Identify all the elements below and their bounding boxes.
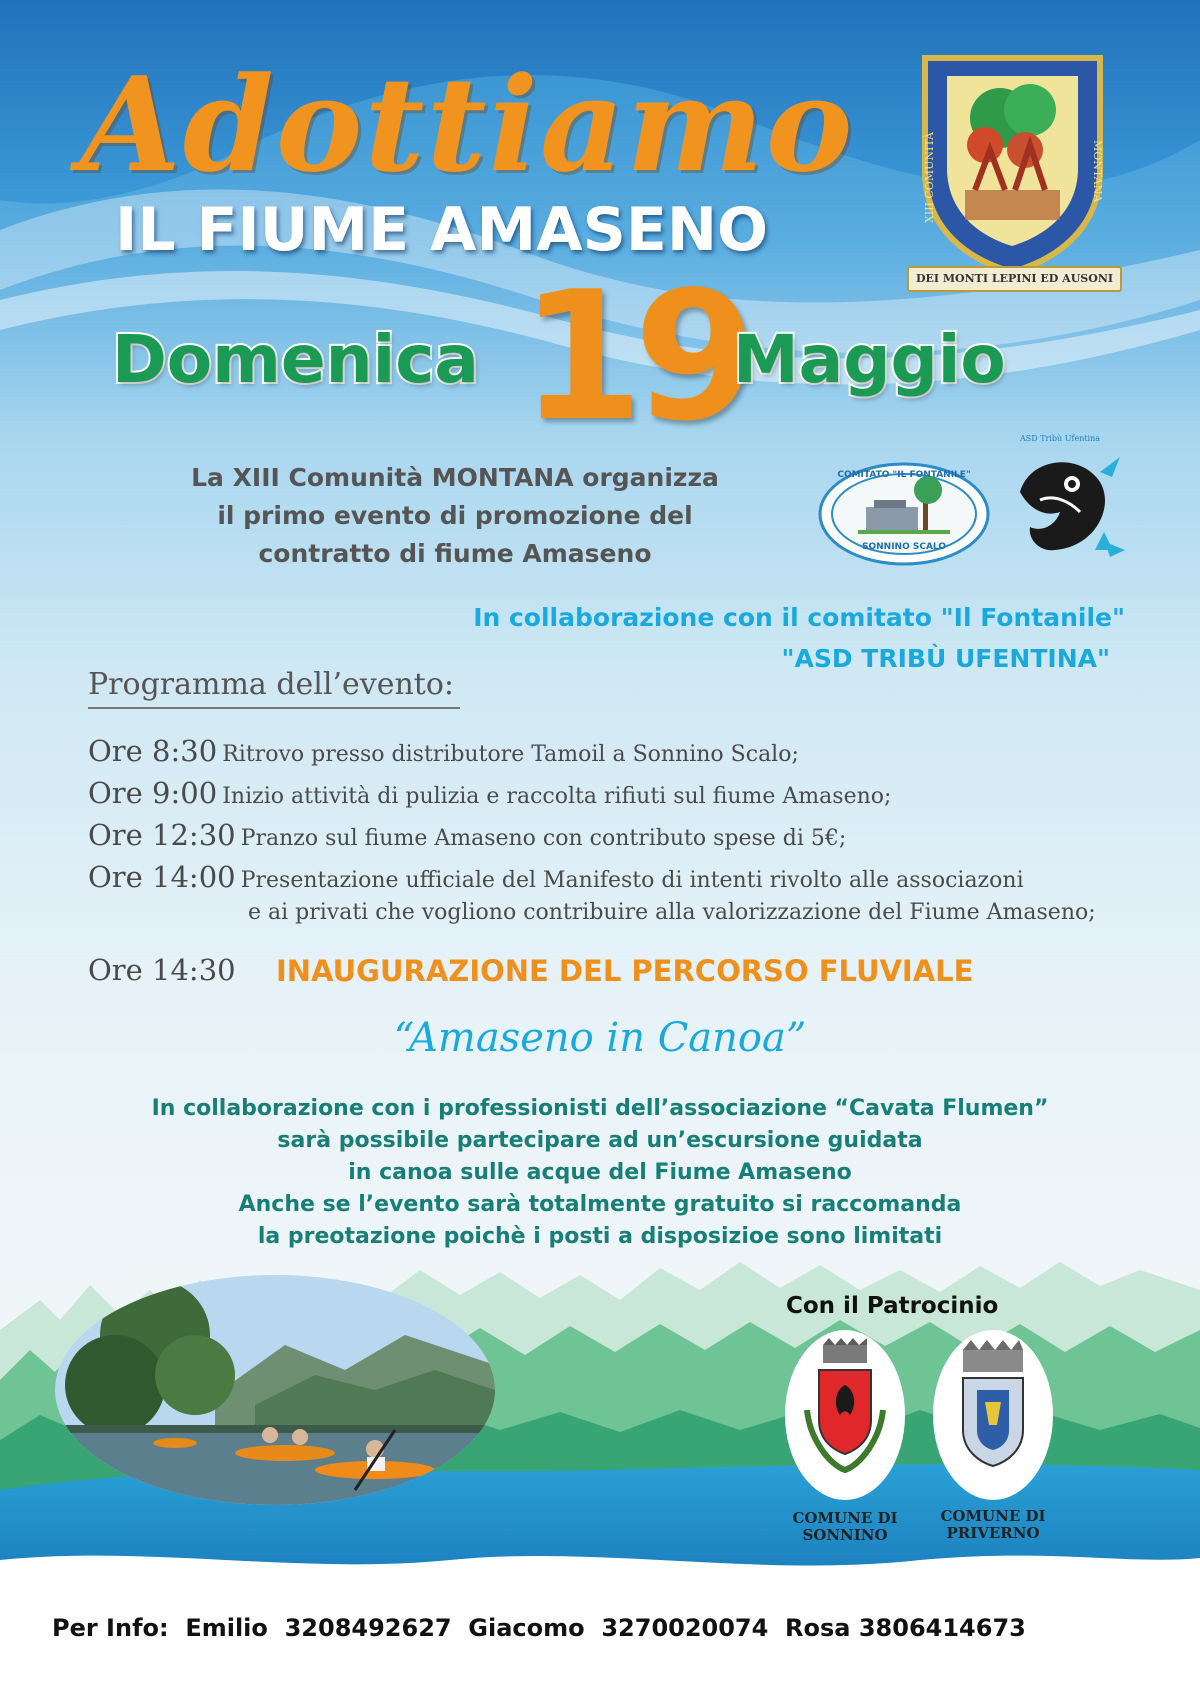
intro-text [130, 459, 780, 573]
comune-sonnino-line-2: SONNINO [802, 1526, 888, 1544]
program-title-underline [88, 707, 460, 709]
priverno-coat-of-arms [933, 1330, 1053, 1500]
asd-small-text: ASD Tribù Ufentina [1020, 434, 1101, 443]
intro-line-3: contratto di fiume Amaseno [258, 539, 652, 568]
details-line-5: la preotazione poichè i posti a disposizioe sono limitati [257, 1224, 943, 1249]
fontanile-logo [818, 462, 990, 566]
patronage-title: Con il Patrocinio [786, 1293, 999, 1319]
program-title: Programma dell’evento: [88, 667, 455, 702]
program-time-1: Ore 8:30 [88, 734, 218, 768]
comune-priverno-line-2: PRIVERNO [946, 1524, 1040, 1542]
crest-banner: DEI MONTI LEPINI ED AUSONI [907, 266, 1122, 292]
amaseno-in-canoa: “Amaseno in Canoa” [393, 1015, 807, 1061]
collab-line-1: In collaborazione con il comitato "Il Fontanile" [473, 603, 1125, 632]
priverno-shield-icon [933, 1330, 1053, 1500]
comunita-montana-crest [905, 40, 1120, 290]
contact-info: Per Info: Emilio 3208492627 Giacomo 3270020074 Rosa 3806414673 [52, 1614, 1026, 1642]
program-text-1: Ritrovo presso distributore Tamoil a Sonnino Scalo; [222, 742, 799, 767]
title-il-fiume-amaseno: IL FIUME AMASENO [115, 195, 769, 265]
details-text [60, 1093, 1140, 1253]
program-row-2 [88, 776, 1188, 818]
canoe-photo [55, 1275, 495, 1505]
program-list [88, 734, 1188, 940]
program-final-title: INAUGURAZIONE DEL PERCORSO FLUVIALE [276, 954, 974, 988]
program-row-4 [88, 860, 1188, 900]
intro-line-2: il primo evento di promozione del [217, 501, 693, 530]
program-text-5: e ai privati che vogliono contribuire alla valorizzazione del Fiume Amaseno; [248, 900, 1096, 925]
crest-text-left: XIII COMUNITÀ [923, 132, 936, 223]
details-line-4: Anche se l’evento sarà totalmente gratuito si raccomanda [238, 1192, 962, 1217]
collab-line-2: "ASD TRIBÙ UFENTINA" [781, 644, 1110, 673]
details-line-2: sarà possibile partecipare ad un’escursione guidata [277, 1128, 923, 1153]
crest-text-right: MONTANA [1091, 140, 1104, 203]
program-time-2: Ore 9:00 [88, 776, 218, 810]
program-row-5 [88, 900, 1188, 940]
program-final-time: Ore 14:30 [88, 953, 236, 987]
date-month: Maggio [733, 321, 1006, 398]
details-line-3: in canoa sulle acque del Fiume Amaseno [348, 1160, 852, 1185]
fontanile-top-text: COMITATO "IL FONTANILE" [837, 470, 971, 480]
fontanile-bottom-text: SONNINO SCALO [862, 542, 946, 552]
sonnino-coat-of-arms [785, 1330, 905, 1500]
program-time-3: Ore 12:30 [88, 818, 236, 852]
asd-tribu-ufentina-logo [1000, 432, 1128, 574]
program-text-2: Inizio attività di pulizia e raccolta rifiuti sul fiume Amaseno; [222, 784, 892, 809]
comune-sonnino-label [770, 1510, 920, 1544]
sonnino-shield-icon [785, 1330, 905, 1500]
program-text-3: Pranzo sul fiume Amaseno con contributo spese di 5€; [240, 826, 847, 851]
program-text-4: Presentazione ufficiale del Manifesto di intenti rivolto alle associazoni [240, 868, 1024, 893]
title-adottiamo: Adottiamo [80, 48, 855, 201]
date-weekday: Domenica [112, 321, 479, 398]
date-day: 19 [520, 253, 748, 460]
program-row-1 [88, 734, 1188, 776]
canoe-river-image [55, 1275, 495, 1505]
comune-priverno-label [918, 1508, 1068, 1542]
program-row-3 [88, 818, 1188, 860]
details-line-1: In collaborazione con i professionisti dell’associazione “Cavata Flumen” [151, 1096, 1049, 1121]
fish-tribal-icon [1000, 432, 1128, 574]
program-time-4: Ore 14:00 [88, 860, 236, 894]
comune-sonnino-line-1: COMUNE DI [792, 1509, 898, 1527]
intro-line-1: La XIII Comunità MONTANA organizza [191, 463, 719, 492]
comune-priverno-line-1: COMUNE DI [940, 1507, 1046, 1525]
